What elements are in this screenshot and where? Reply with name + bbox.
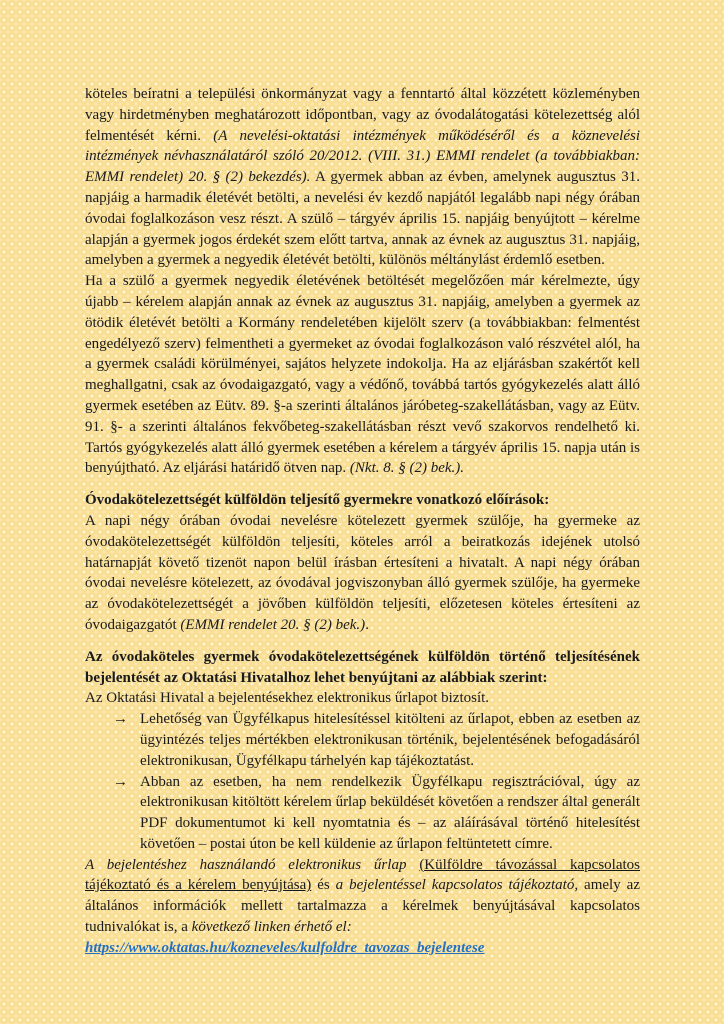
link-line bbox=[85, 938, 640, 959]
section-heading-submission: Az óvodaköteles gyermek óvodakötelezettségének külföldön történő teljesítésének bejelentését az Oktatási Hivatalhoz lehet benyújtani az alábbiak szerint: bbox=[85, 648, 640, 686]
oktatas-hyperlink[interactable]: https://www.oktatas.hu/kozneveles/kulfoldre_tavozas_bejelentese bbox=[85, 939, 485, 956]
body-text: A gyermek abban az évben, amelynek augusztus 31. napjáig a harmadik életévét betölti, a nevelési év kezdő napjától legalább napi négy órában óvodai foglalkozáson vesz részt. A szülő – tárgyév április 15. napjáig benyújtott – kérelme alapján a gyermek jogos érdekét szem előtt tartva, annak az évnek az augusztus 31. napjáig, amelyben a gyermek a negyedik életévét betölti, különös méltánylást érdemlő esetben. bbox=[85, 169, 640, 269]
paragraph-abroad-obligation bbox=[85, 511, 640, 636]
body-text: amely az általános információk mellett tartalmazza a kérelmek benyújtásával kapcsolatos tudnivalókat is, a bbox=[85, 877, 640, 936]
body-text: köteles beíratni a települési önkormányzat vagy a fenntartó által közzétett közleményben vagy hirdetményben meghatározott időpontban, vagy az óvodalátogatási kötelezettség alól felmentését kérni. bbox=[85, 86, 640, 144]
form-description-italic: A bejelentéshez használandó elektronikus űrlap bbox=[85, 856, 420, 873]
body-text: és bbox=[311, 877, 336, 894]
body-text: Ha a szülő a gyermek negyedik életévének betöltését megelőzően már kérelmezte, úgy újabb – kérelem alapján annak az évnek az augusztus 31. napjáig, amelyben a gyermek az ötödik életévét betölti a Kormány rendeletében kijelölt szerv (a továbbiakban: felmentést engedélyező szerv) felmentheti a gyermeket az óvodai foglalkozáson való részvétel alól, ha a gyermek családi körülményei, sajátos helyzete indokolja. Ha az eljárásban szakértőt kell meghallgatni, csak az óvodaigazgató, vagy a védőnő, továbbá tartós gyógykezelés alatt álló gyermek esetében az Eütv. 89. §-a szerinti általános járóbeteg-szakellátásban, vagy az Eütv. 91. §- a szerinti általános fekvőbeteg-szakellátásban részt vevő szakorvos rendelhető ki. Tartós gyógykezelés alatt álló gyermek esetében a kérelem a tárgyév április 15. napja után is benyújtható. Az eljárási határidő ötven nap. bbox=[85, 273, 640, 477]
form-title-underlined: (Külföldre távozással kapcsolatos tájékoztató és a kérelem benyújtása) bbox=[85, 856, 640, 894]
body-text: A napi négy órában óvodai nevelésre kötelezett gyermek szülője, ha gyermeke az óvodakötelezettségét külföldön teljesíti, köteles arról a beiratkozás idejének utolsó határnapját követő tizenöt napon belül írásban értesíteni a hivatalt. A napi négy órában óvodai nevelésre kötelezett, az óvodával jogviszonyban álló gyermek szülője, ha gyermeke az óvodakötelezettségét a jövőben külföldön teljesíti, előzetesen köteles értesíteni az óvodaigazgatót bbox=[85, 512, 640, 633]
link-lead-italic: következő linken érhető el: bbox=[191, 919, 352, 936]
paragraph-exemption-rules bbox=[85, 271, 640, 479]
legal-reference-emmi-2: (EMMI rendelet 20. § (2) bek.) bbox=[180, 616, 366, 633]
list-item-ugyfelkapu-auth bbox=[113, 709, 640, 771]
arrow-bullet-icon: → bbox=[113, 711, 128, 728]
paragraph-form-link-info bbox=[85, 855, 640, 938]
arrow-bullet-icon: → bbox=[113, 773, 128, 790]
section-heading-abroad-rules: Óvodakötelezettségét külföldön teljesítő gyermekre vonatkozó előírások: bbox=[85, 492, 550, 509]
list-item-text: Abban az esetben, ha nem rendelkezik Ügyfélkapu regisztrációval, úgy az elektronikusan kitöltött kérelem űrlap beküldését követően a rendszer által generált PDF dokumentumot ki kell nyomtatnia és – az aláírásával történő hitelesítést követően – postai úton be kell küldenie az űrlapon feltüntetett címre. bbox=[140, 773, 640, 852]
list-item-no-registration bbox=[113, 772, 640, 855]
paragraph-enrollment-rules bbox=[85, 84, 640, 271]
list-item-text: Lehetőség van Ügyfélkapus hitelesítéssel kitölteni az űrlapot, ebben az esetben az ügyintézés teljes mértékben elektronikusan történik, bejelentésének befogadásáról elektronikusan, Ügyfélkapu tárhelyén kap tájékoztatást. bbox=[140, 711, 640, 769]
paragraph-electronic-form-intro: Az Oktatási Hivatal a bejelentésekhez elektronikus űrlapot biztosít. bbox=[85, 690, 490, 707]
body-text: . bbox=[365, 616, 369, 633]
legal-reference-emmi: (A nevelési-oktatási intézmények működéséről és a köznevelési intézmények névhasználatáról szóló 20/2012. (VIII. 31.) EMMI rendelet (a továbbiakban: EMMI rendelet) 20. § (2) bekezdés). bbox=[85, 127, 640, 186]
legal-reference-nkt: (Nkt. 8. § (2) bek.). bbox=[349, 460, 465, 477]
guide-title-italic: a bejelentéssel kapcsolatos tájékoztató, bbox=[335, 877, 579, 894]
